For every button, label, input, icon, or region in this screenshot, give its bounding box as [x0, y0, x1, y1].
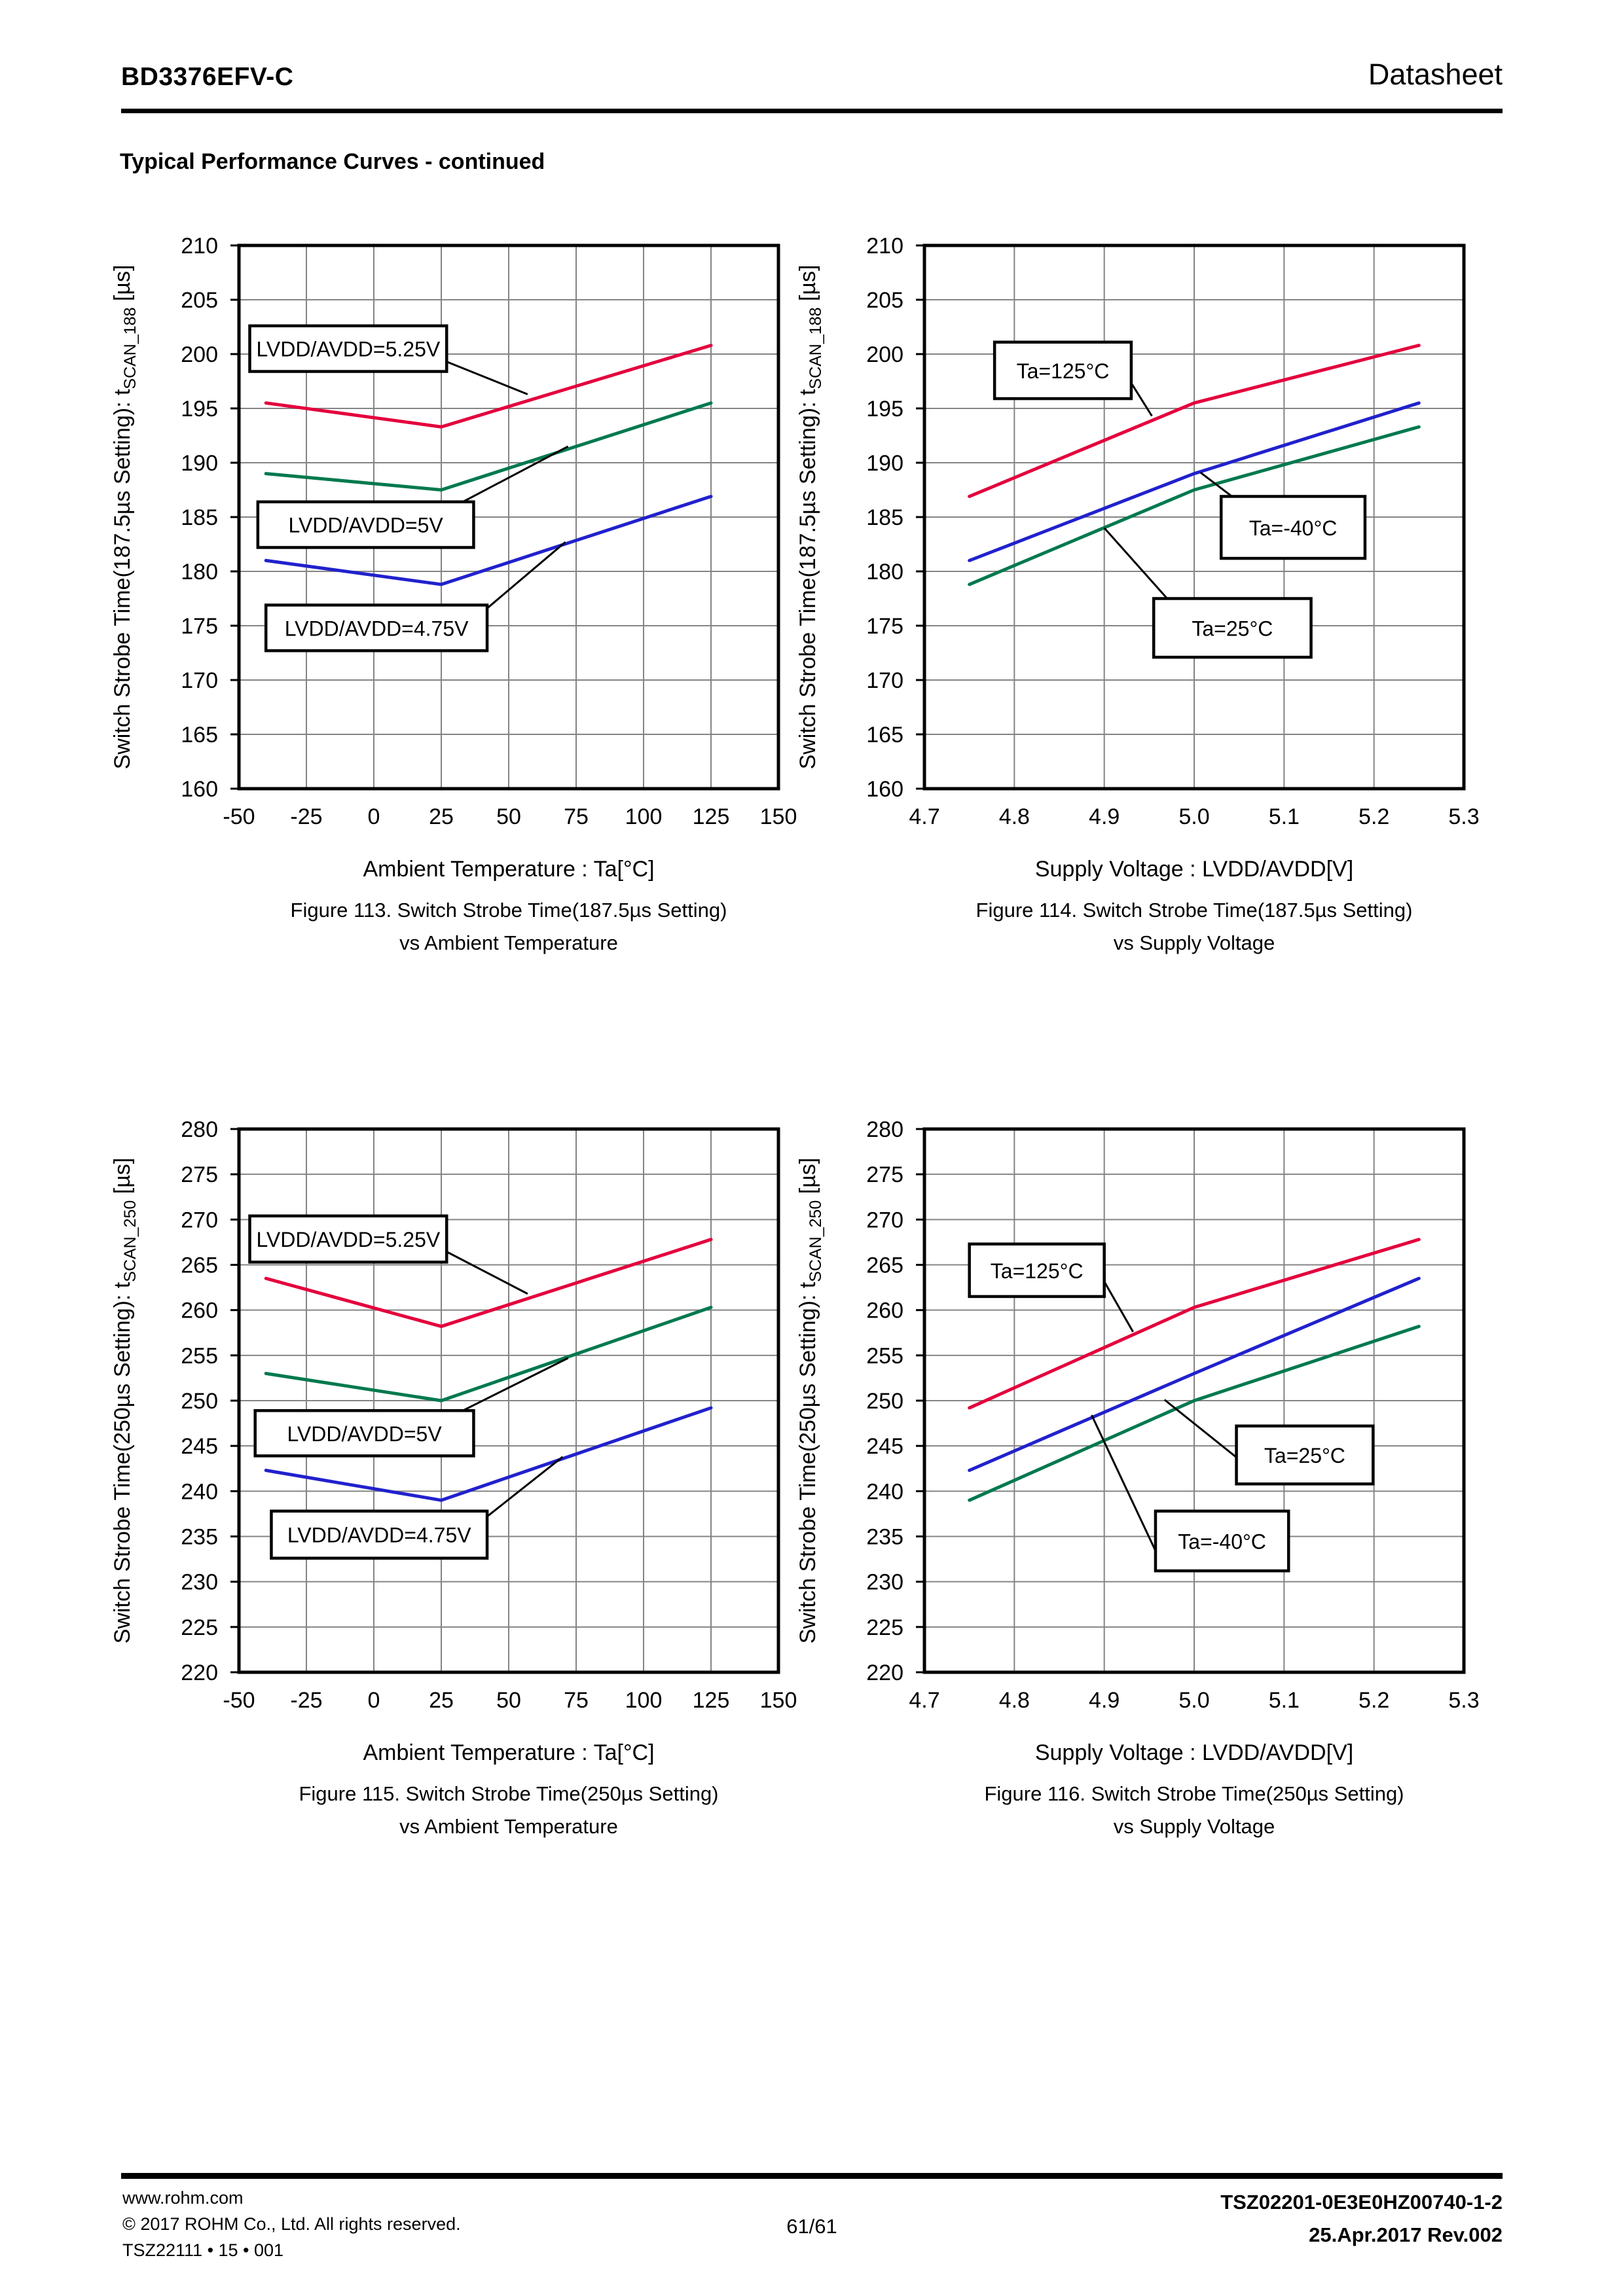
y-tick-label: 160	[866, 777, 903, 802]
y-tick-label: 170	[866, 668, 903, 693]
y-tick-label: 235	[181, 1524, 218, 1550]
y-tick-label: 265	[181, 1253, 218, 1278]
x-tick-label: 125	[692, 804, 730, 829]
x-axis-title: Ambient Temperature : Ta[°C]	[363, 857, 655, 882]
x-tick-label: 4.8	[998, 1688, 1030, 1713]
annotation-leader-line	[444, 361, 528, 394]
figure-113-caption	[213, 894, 805, 960]
y-tick-label: 275	[181, 1162, 218, 1188]
y-tick-label: 190	[181, 451, 218, 476]
y-tick-label: 240	[181, 1479, 218, 1505]
x-tick-label: 0	[367, 804, 380, 829]
x-tick-label: -50	[223, 1688, 255, 1713]
y-tick-label: 165	[181, 723, 218, 747]
annotation-label: Ta=125°C	[1016, 359, 1110, 383]
chart-fig116	[784, 1120, 1484, 1781]
caption-line2: vs Supply Voltage	[1113, 931, 1275, 954]
x-tick-label: 75	[564, 804, 589, 829]
y-tick-label: 265	[866, 1253, 903, 1278]
x-tick-label: 0	[367, 1688, 380, 1713]
caption-line1: Figure 116. Switch Strobe Time(250µs Setting)	[984, 1782, 1404, 1805]
chart-canvas-fig113	[98, 236, 799, 897]
annotation-leader-line	[1201, 473, 1232, 497]
figure-115	[98, 1120, 799, 1866]
x-tick-label: 25	[429, 1688, 454, 1713]
footer-rule	[121, 2173, 1503, 2179]
y-tick-label: 210	[866, 236, 903, 259]
doc-type-label: Datasheet	[1368, 58, 1503, 91]
x-tick-label: 5.1	[1268, 804, 1300, 829]
page-number: 61/61	[786, 2215, 837, 2238]
y-tick-label: 250	[181, 1389, 218, 1414]
annotation-leader-line	[1165, 1400, 1239, 1460]
y-tick-label: 210	[181, 236, 218, 259]
caption-line2: vs Supply Voltage	[1113, 1815, 1275, 1838]
annotation-leader-line	[1091, 1415, 1156, 1552]
y-tick-label: 260	[181, 1298, 218, 1323]
x-axis-title: Supply Voltage : LVDD/AVDD[V]	[1034, 857, 1354, 882]
y-tick-label: 165	[866, 723, 903, 747]
annotation-label: Ta=-40°C	[1249, 516, 1338, 540]
figure-114	[784, 236, 1484, 982]
x-tick-label: 100	[625, 1688, 663, 1713]
x-tick-label: 50	[496, 804, 521, 829]
x-tick-label: -25	[290, 804, 323, 829]
footer-revision: 25.Apr.2017 Rev.002	[1309, 2223, 1503, 2246]
annotation-leader-line	[444, 1250, 528, 1293]
footer-doc-code: TSZ22111 • 15 • 001	[122, 2240, 284, 2260]
y-tick-label: 230	[866, 1570, 903, 1595]
caption-line2: vs Ambient Temperature	[399, 931, 618, 954]
y-tick-label: 185	[181, 505, 218, 530]
annotation-label: LVDD/AVDD=5.25V	[256, 1228, 441, 1252]
x-tick-label: 4.7	[909, 1688, 940, 1713]
x-tick-label: 75	[564, 1688, 589, 1713]
chart-canvas-fig114	[784, 236, 1484, 897]
annotation-label: LVDD/AVDD=5V	[288, 513, 443, 537]
series-line-LVDD/AVDD=5V	[266, 1308, 711, 1401]
x-tick-label: 5.3	[1448, 1688, 1480, 1713]
y-tick-label: 270	[866, 1208, 903, 1233]
y-tick-label: 185	[866, 505, 903, 530]
y-tick-label: 175	[866, 614, 903, 639]
y-tick-label: 270	[181, 1208, 218, 1233]
y-tick-label: 160	[181, 777, 218, 802]
y-axis-title: Switch Strobe Time(187.5µs Setting): $t_{SCAN\_188}$ [µs]	[795, 264, 825, 770]
y-tick-label: 255	[181, 1343, 218, 1369]
annotation-label: LVDD/AVDD=5V	[287, 1422, 442, 1446]
y-tick-label: 200	[181, 342, 218, 367]
x-tick-label: 100	[625, 804, 663, 829]
x-axis-title: Ambient Temperature : Ta[°C]	[363, 1740, 655, 1765]
annotation-label: LVDD/AVDD=4.75V	[284, 617, 469, 641]
footer-right	[1220, 2186, 1503, 2251]
y-tick-label: 240	[866, 1479, 903, 1505]
y-axis-title: Switch Strobe Time(187.5µs Setting): $t_{SCAN\_188}$ [µs]	[110, 264, 139, 770]
caption-line1: Figure 113. Switch Strobe Time(187.5µs Setting)	[290, 899, 727, 922]
annotation-leader-line	[1129, 380, 1152, 416]
figure-114-caption	[898, 894, 1490, 960]
annotation-leader-line	[1103, 1278, 1133, 1332]
y-tick-label: 280	[866, 1120, 903, 1142]
x-tick-label: 4.9	[1089, 804, 1120, 829]
x-tick-label: 5.2	[1359, 1688, 1390, 1713]
x-tick-label: 5.0	[1178, 804, 1210, 829]
annotation-leader-line	[487, 1457, 562, 1516]
y-tick-label: 205	[866, 288, 903, 313]
annotation-label: Ta=25°C	[1192, 617, 1273, 641]
y-tick-label: 235	[866, 1524, 903, 1550]
x-tick-label: 4.8	[998, 804, 1030, 829]
footer-copyright: © 2017 ROHM Co., Ltd. All rights reserved.	[122, 2214, 461, 2234]
y-tick-label: 220	[181, 1660, 218, 1685]
x-tick-label: 25	[429, 804, 454, 829]
caption-line2: vs Ambient Temperature	[399, 1815, 618, 1838]
x-tick-label: 5.0	[1178, 1688, 1210, 1713]
y-tick-label: 225	[181, 1615, 218, 1640]
y-tick-label: 245	[866, 1434, 903, 1460]
chart-fig113	[98, 236, 799, 897]
figure-116	[784, 1120, 1484, 1866]
footer-doc-number: TSZ02201-0E3E0HZ00740-1-2	[1220, 2191, 1503, 2214]
y-tick-label: 230	[181, 1570, 218, 1595]
y-tick-label: 195	[866, 397, 903, 422]
y-tick-label: 170	[181, 668, 218, 693]
section-title: Typical Performance Curves - continued	[120, 149, 545, 174]
annotation-leader-line	[1104, 528, 1167, 599]
y-tick-label: 220	[866, 1660, 903, 1685]
annotation-leader-line	[463, 1358, 568, 1410]
y-tick-label: 205	[181, 288, 218, 313]
x-axis-title: Supply Voltage : LVDD/AVDD[V]	[1034, 1740, 1354, 1765]
annotation-label: LVDD/AVDD=4.75V	[287, 1523, 471, 1547]
chart-fig115	[98, 1120, 799, 1781]
y-tick-label: 275	[866, 1162, 903, 1188]
caption-line1: Figure 114. Switch Strobe Time(187.5µs Setting)	[976, 899, 1413, 922]
figure-115-caption	[213, 1778, 805, 1843]
y-tick-label: 255	[866, 1343, 903, 1369]
y-tick-label: 180	[181, 560, 218, 584]
x-tick-label: 4.9	[1089, 1688, 1120, 1713]
footer-url: www.rohm.com	[122, 2188, 244, 2208]
x-tick-label: 4.7	[909, 804, 940, 829]
annotation-label: Ta=125°C	[990, 1259, 1084, 1283]
y-tick-label: 180	[866, 560, 903, 584]
x-tick-label: 5.1	[1268, 1688, 1300, 1713]
figure-116-caption	[898, 1778, 1490, 1843]
y-tick-label: 175	[181, 614, 218, 639]
x-tick-label: 50	[496, 1688, 521, 1713]
chart-canvas-fig116	[784, 1120, 1484, 1781]
x-tick-label: 150	[759, 804, 797, 829]
annotation-label: Ta=25°C	[1264, 1444, 1345, 1467]
y-tick-label: 200	[866, 342, 903, 367]
page-header	[121, 58, 1503, 92]
y-tick-label: 245	[181, 1434, 218, 1460]
y-tick-label: 225	[866, 1615, 903, 1640]
y-tick-label: 280	[181, 1120, 218, 1142]
chart-canvas-fig115	[98, 1120, 799, 1781]
series-line-LVDD/AVDD=5V	[266, 403, 711, 490]
y-axis-title: Switch Strobe Time(250µs Setting): $t_{SCAN\_250}$ [µs]	[795, 1157, 825, 1644]
annotation-leader-line	[487, 542, 565, 608]
x-tick-label: 150	[759, 1688, 797, 1713]
y-tick-label: 250	[866, 1389, 903, 1414]
x-tick-label: -50	[223, 804, 255, 829]
annotation-label: Ta=-40°C	[1178, 1530, 1266, 1554]
x-tick-label: -25	[290, 1688, 323, 1713]
y-tick-label: 260	[866, 1298, 903, 1323]
x-tick-label: 5.2	[1359, 804, 1390, 829]
figure-113	[98, 236, 799, 982]
annotation-label: LVDD/AVDD=5.25V	[256, 337, 441, 361]
y-tick-label: 190	[866, 451, 903, 476]
x-tick-label: 125	[692, 1688, 730, 1713]
y-axis-title: Switch Strobe Time(250µs Setting): $t_{SCAN\_250}$ [µs]	[110, 1157, 139, 1644]
annotation-leader-line	[463, 446, 568, 502]
y-tick-label: 195	[181, 397, 218, 422]
caption-line1: Figure 115. Switch Strobe Time(250µs Setting)	[299, 1782, 719, 1805]
part-number: BD3376EFV-C	[121, 63, 294, 91]
x-tick-label: 5.3	[1448, 804, 1480, 829]
header-rule	[121, 109, 1503, 113]
chart-fig114	[784, 236, 1484, 897]
